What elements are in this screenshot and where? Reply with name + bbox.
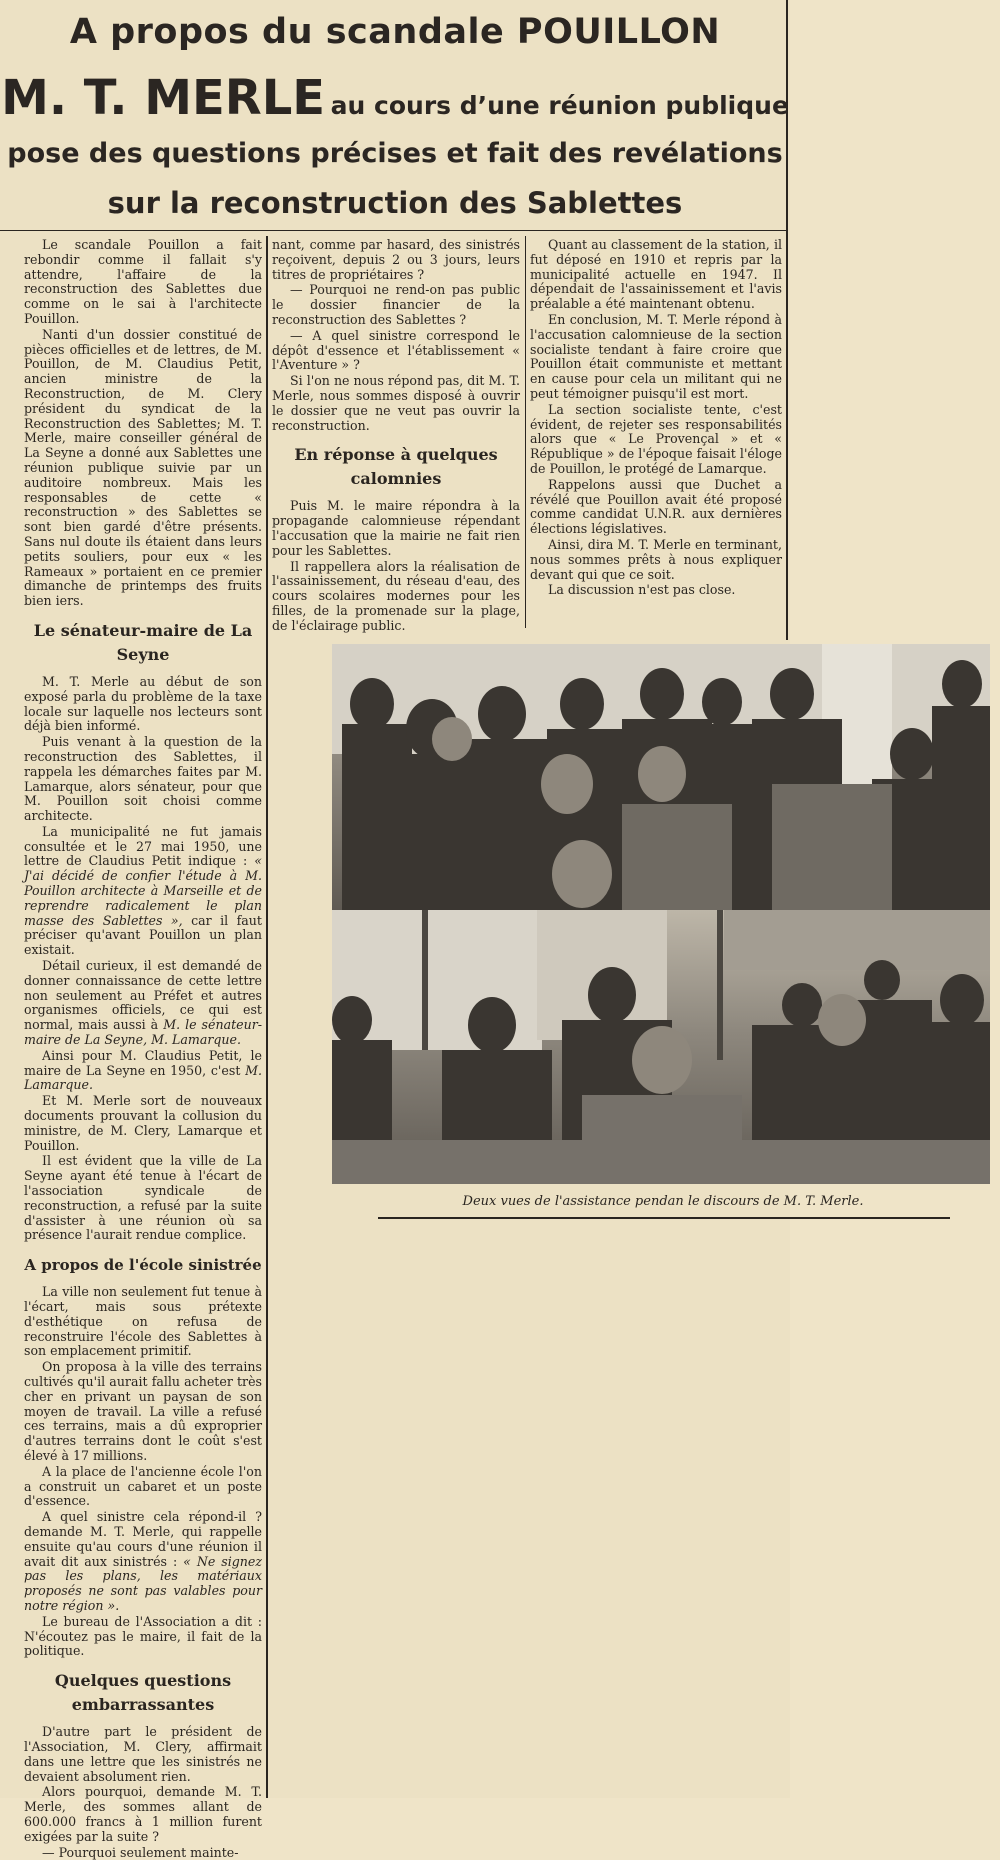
col3-paragraph: Ainsi, dira M. T. Merle en terminant, nous sommes prêts à nous expliquer devant qui que ce soit. [530, 538, 782, 582]
col3-paragraph: La section socialiste tente, c'est évident, de rejeter ses responsabilités alors que « Le Provençal » et « République » de l'époque faisait l'éloge de Pouillon, le protégé de Lamarque. [530, 403, 782, 477]
col1-paragraph: Et M. Merle sort de nouveaux documents prouvant la collusion du ministre, de M. Clery, Lamarque et Pouillon. [24, 1094, 262, 1153]
col2-paragraph: Puis M. le maire répondra à la propagande calomnieuse répendant l'accusation que la mairie ne fait rien pour les Sablettes. [272, 499, 520, 558]
col1-paragraph: Alors pourquoi, demande M. T. Merle, des sommes allant de 600.000 francs à 1 million furent exigées par la suite ? [24, 1785, 262, 1844]
col1-paragraph: Il est évident que la ville de La Seyne ayant été tenue à l'écart de l'association syndicale de reconstruction, a refusé par la suite d'assister à une réunion où sa présence l'aurait rendue complice. [24, 1154, 262, 1243]
col1-paragraph: Puis venant à la question de la reconstruction des Sablettes, il rappela les démarches faites par M. Lamarque, alors sénateur, pour que M. Pouillon soit choisi comme architecte. [24, 735, 262, 824]
col1-paragraph: Ainsi pour M. Claudius Petit, le maire de La Seyne en 1950, c'est M. Lamarque. [24, 1049, 262, 1093]
col2-paragraph: Il rappellera alors la réalisation de l'assainissement, du réseau d'eau, des cours scolaires modernes pour les filles, de la promenade sur la plage, de l'éclairage public. [272, 560, 520, 634]
col1-paragraph: A la place de l'ancienne école l'on a construit un cabaret et un poste d'essence. [24, 1465, 262, 1509]
col3-paragraph: La discussion n'est pas close. [530, 583, 782, 598]
col1-paragraph: — Pourquoi seulement mainte- [24, 1846, 262, 1860]
headline-line-4: sur la reconstruction des Sablettes [0, 186, 790, 220]
article-column-1 [24, 238, 262, 1798]
column-rule-middle [525, 236, 526, 628]
col1-paragraph: La ville non seulement fut tenue à l'écart, mais sous prétexte d'esthétique on refusa de reconstruire l'école des Sablettes à son emplacement primitif. [24, 1285, 262, 1359]
col1-paragraph: M. T. Merle au début de son exposé parla du problème de la taxe locale sur laquelle nos lecteurs sont déjà bien informé. [24, 675, 262, 734]
col3-paragraph: Rappelons aussi que Duchet a révélé que Pouillon avait été proposé comme candidat U.N.R. aux dernières élections législatives. [530, 478, 782, 537]
col2-paragraph: nant, comme par hasard, des sinistrés reçoivent, depuis 2 ou 3 jours, leurs titres de propriétaires ? [272, 238, 520, 282]
col1-paragraph: Le scandale Pouillon a fait rebondir comme il fallait s'y attendre, l'affaire de la reconstruction des Sablettes due comme on le sai à l'architecte Pouillon. [24, 238, 262, 327]
column-rule-left [266, 236, 268, 1798]
subheading-questions-embarrassantes: Quelques questions embarrassantes [24, 1669, 262, 1717]
audience-photo-top [332, 644, 990, 910]
caption-rule [378, 1217, 950, 1219]
subheading-ecole-sinistree: A propos de l'école sinistrée [24, 1253, 262, 1277]
col1-paragraph: La municipalité ne fut jamais consultée et le 27 mai 1950, une lettre de Claudius Petit indique : « J'ai décidé de confier l'étude à M. Pouillon architecte à Marseille et de reprendre radicalement le plan masse des Sablettes », car il faut préciser qu'avant Pouillon un plan existait. [24, 825, 262, 958]
col1-paragraph: A quel sinistre cela répond-il ? demande M. T. Merle, qui rappelle ensuite qu'au cours d'une réunion il avait dit aux sinistrés : « Ne signez pas les plans, les matériaux proposés ne sont pas valables pour notre région ». [24, 1510, 262, 1614]
audience-photo-bottom [332, 910, 990, 1184]
col1-paragraph: Détail curieux, il est demandé de donner connaissance de cette lettre non seulement au Préfet et autres organismes officiels, ce qui est normal, mais aussi à M. le sénateur-maire de La Seyne, M. Lamarque. [24, 959, 262, 1048]
audience-photo-top-image [332, 644, 990, 910]
col3-paragraph: En conclusion, M. T. Merle répond à l'accusation calomnieuse de la section socialiste tendant à faire croire que Pouillon était communiste et mettant en cause pour cela un militant qui ne peut témoigner puisqu'il est mort. [530, 313, 782, 402]
col1-paragraph: Le bureau de l'Association a dit : N'écoutez pas le maire, il fait de la politique. [24, 1615, 262, 1659]
col1-paragraph: Nanti d'un dossier constitué de pièces officielles et de lettres, de M. Pouillon, de M. Claudius Petit, ancien ministre de la Reconstruction, de M. Clery président du syndicat de la Reconstruction des Sablettes; M. T. Merle, maire conseiller général de La Seyne a donné aux Sablettes une réunion publique suivie par un auditoire nombreux. Mais les responsables de cette « reconstruction » des Sablettes se sont bien gardé d'être présents. Sans nul doute ils étaient dans leurs petits souliers, pour eux « les Rameaux » portaient en ce premier dimanche de printemps des fruits bien iers. [24, 328, 262, 609]
headline-line-3: pose des questions précises et fait des revélations [0, 138, 790, 169]
col3-paragraph: Quant au classement de la station, il fut déposé en 1910 et repris par la municipalité actuelle en 1947. Il dépendait de l'assainissement et l'avis préalable a été maintenant obtenu. [530, 238, 782, 312]
subheading-reponse-calomnies: En réponse à quelques calomnies [272, 443, 520, 491]
headline-rule [0, 230, 788, 231]
col2-paragraph: — A quel sinistre correspond le dépôt d'essence et l'établissement « l'Aventure » ? [272, 329, 520, 373]
headline-line-1: A propos du scandale POUILLON [0, 12, 790, 52]
headline-line-2: M. T. MERLE au cours d’une réunion publique [0, 70, 790, 126]
audience-photo-bottom-image [332, 910, 990, 1184]
col1-paragraph: D'autre part le président de l'Association, M. Clery, affirmait dans une lettre que les sinistrés ne devaient absolument rien. [24, 1725, 262, 1784]
article-column-2 [272, 238, 520, 628]
photo-caption: Deux vues de l'assistance pendan le discours de M. T. Merle. [378, 1194, 948, 1209]
col2-paragraph: — Pourquoi ne rend-on pas public le dossier financier de la reconstruction des Sablettes ? [272, 283, 520, 327]
col2-paragraph: Si l'on ne nous répond pas, dit M. T. Merle, nous sommes disposé à ouvrir le dossier que ne veut pas ouvrir la reconstruction. [272, 374, 520, 433]
article-column-3 [530, 238, 782, 630]
headline-name: M. T. MERLE [1, 70, 325, 126]
subheading-senateur-maire: Le sénateur-maire de La Seyne [24, 619, 262, 667]
col1-paragraph: On proposa à la ville des terrains cultivés qu'il aurait fallu acheter très cher en privant un paysan de son moyen de travail. La ville a refusé ces terrains, mais a dû exproprier d'autres terrains dont le coût s'est élevé à 17 millions. [24, 1360, 262, 1464]
